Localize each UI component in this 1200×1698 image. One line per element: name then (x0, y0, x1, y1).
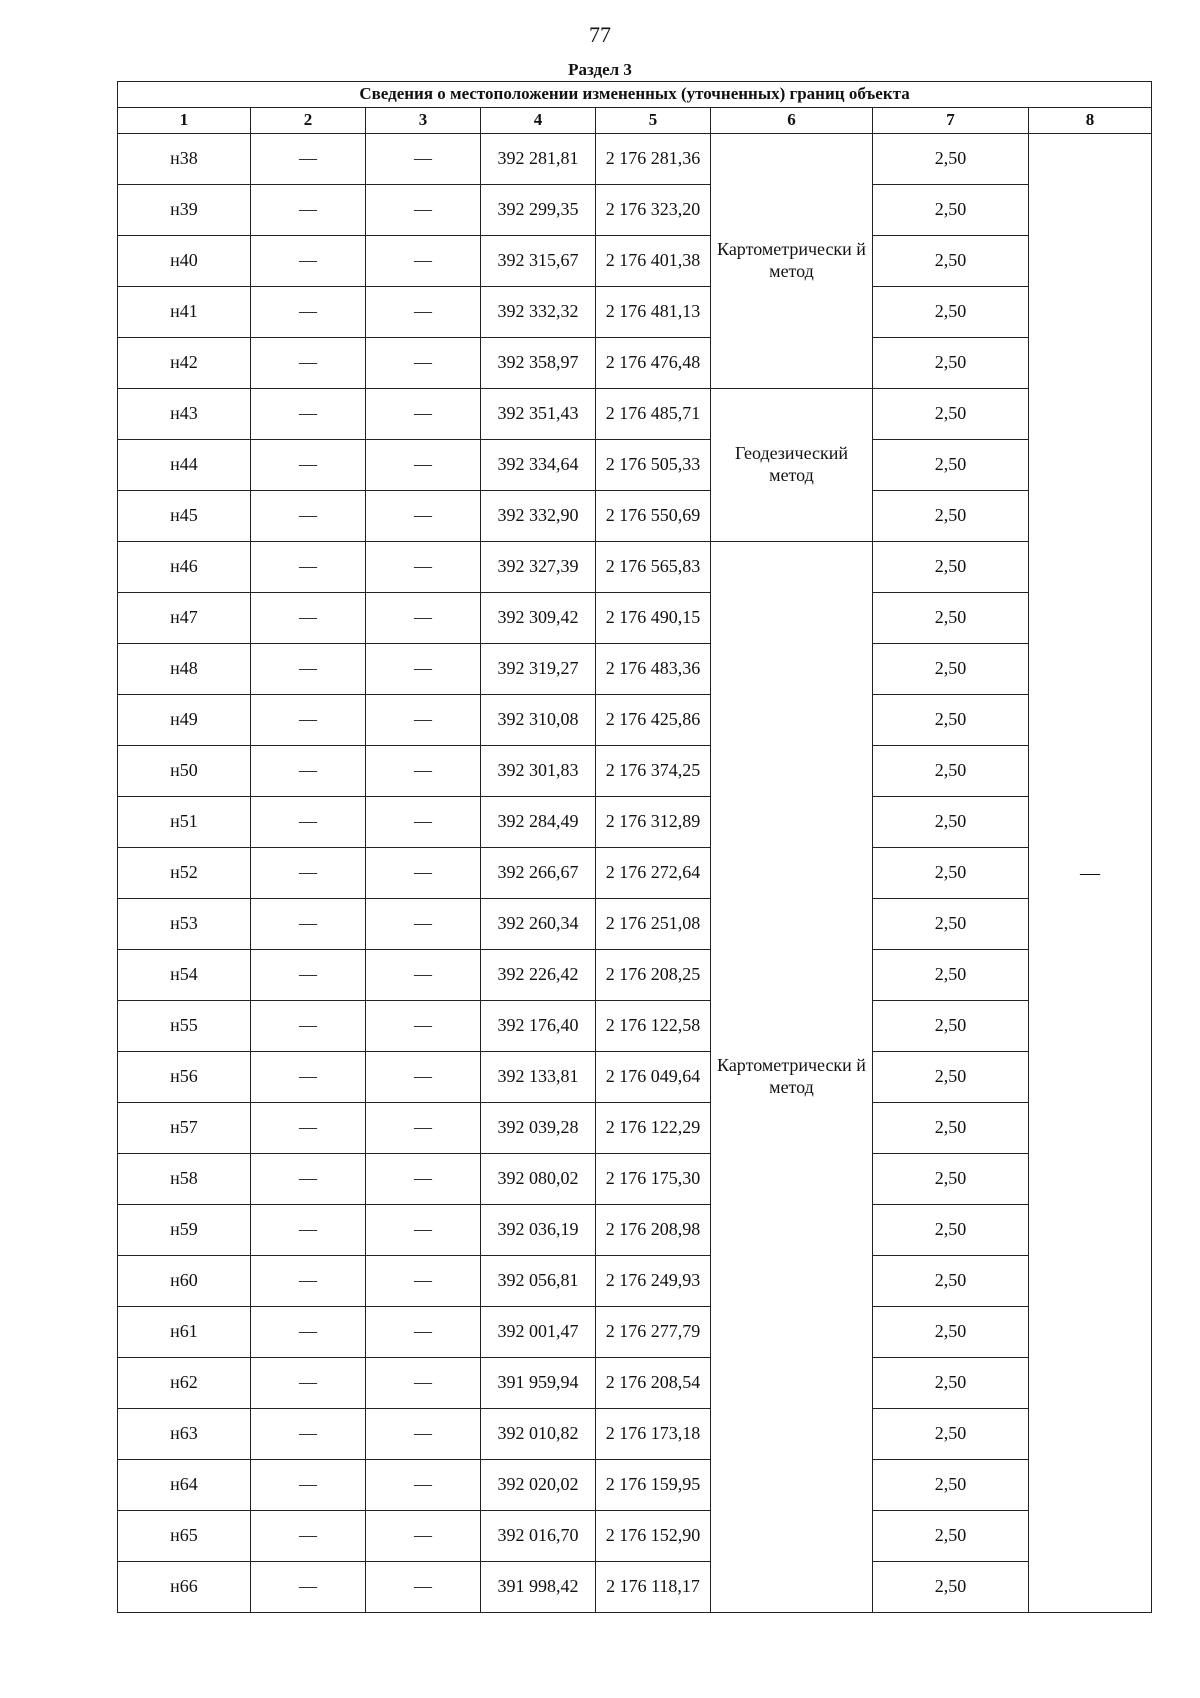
table-row (118, 1358, 1152, 1409)
table-row (118, 389, 1152, 440)
accuracy-cell: 2,50 (873, 797, 1029, 848)
point-name-cell: н41 (118, 287, 251, 338)
point-name-cell: н46 (118, 542, 251, 593)
point-name-cell: н66 (118, 1562, 251, 1613)
column-3-cell: — (366, 644, 481, 695)
point-name-cell: н61 (118, 1307, 251, 1358)
table-body (118, 82, 1152, 1613)
x-coordinate-cell: 391 998,42 (481, 1562, 596, 1613)
accuracy-cell: 2,50 (873, 746, 1029, 797)
table-row (118, 542, 1152, 593)
accuracy-cell: 2,50 (873, 1001, 1029, 1052)
accuracy-cell: 2,50 (873, 338, 1029, 389)
x-coordinate-cell: 392 020,02 (481, 1460, 596, 1511)
column-2-cell: — (251, 644, 366, 695)
column-3-cell: — (366, 440, 481, 491)
x-coordinate-cell: 392 266,67 (481, 848, 596, 899)
point-name-cell: н47 (118, 593, 251, 644)
accuracy-cell: 2,50 (873, 1307, 1029, 1358)
table-row (118, 848, 1152, 899)
table-row (118, 1154, 1152, 1205)
x-coordinate-cell: 392 010,82 (481, 1409, 596, 1460)
column-3-cell: — (366, 1103, 481, 1154)
point-name-cell: н39 (118, 185, 251, 236)
section-title: Раздел 3 (568, 60, 632, 79)
point-name-cell: н52 (118, 848, 251, 899)
column-number: 3 (366, 108, 481, 134)
column-2-cell: — (251, 1154, 366, 1205)
x-coordinate-cell: 392 315,67 (481, 236, 596, 287)
y-coordinate-cell: 2 176 049,64 (596, 1052, 711, 1103)
column-number: 7 (873, 108, 1029, 134)
accuracy-cell: 2,50 (873, 1358, 1029, 1409)
point-name-cell: н40 (118, 236, 251, 287)
y-coordinate-cell: 2 176 208,54 (596, 1358, 711, 1409)
accuracy-cell: 2,50 (873, 1460, 1029, 1511)
accuracy-cell: 2,50 (873, 1256, 1029, 1307)
table-row (118, 1409, 1152, 1460)
column-3-cell: — (366, 593, 481, 644)
y-coordinate-cell: 2 176 122,58 (596, 1001, 711, 1052)
y-coordinate-cell: 2 176 485,71 (596, 389, 711, 440)
x-coordinate-cell: 392 080,02 (481, 1154, 596, 1205)
x-coordinate-cell: 392 332,90 (481, 491, 596, 542)
table-row (118, 134, 1152, 185)
column-3-cell: — (366, 899, 481, 950)
point-name-cell: н57 (118, 1103, 251, 1154)
column-3-cell: — (366, 950, 481, 1001)
column-2-cell: — (251, 1052, 366, 1103)
column-2-cell: — (251, 236, 366, 287)
table-row (118, 1001, 1152, 1052)
accuracy-cell: 2,50 (873, 542, 1029, 593)
column-2-cell: — (251, 1256, 366, 1307)
column-2-cell: — (251, 1205, 366, 1256)
column-2-cell: — (251, 593, 366, 644)
y-coordinate-cell: 2 176 281,36 (596, 134, 711, 185)
accuracy-cell: 2,50 (873, 1205, 1029, 1256)
method-cell: Геодезический метод (711, 389, 873, 542)
y-coordinate-cell: 2 176 425,86 (596, 695, 711, 746)
table-row (118, 338, 1152, 389)
column-3-cell: — (366, 542, 481, 593)
y-coordinate-cell: 2 176 272,64 (596, 848, 711, 899)
point-name-cell: н65 (118, 1511, 251, 1562)
column-2-cell: — (251, 1409, 366, 1460)
y-coordinate-cell: 2 176 565,83 (596, 542, 711, 593)
point-name-cell: н48 (118, 644, 251, 695)
y-coordinate-cell: 2 176 208,98 (596, 1205, 711, 1256)
table-row (118, 236, 1152, 287)
column-number: 1 (118, 108, 251, 134)
y-coordinate-cell: 2 176 175,30 (596, 1154, 711, 1205)
x-coordinate-cell: 392 334,64 (481, 440, 596, 491)
point-name-cell: н51 (118, 797, 251, 848)
y-coordinate-cell: 2 176 173,18 (596, 1409, 711, 1460)
accuracy-cell: 2,50 (873, 1409, 1029, 1460)
column-3-cell: — (366, 1001, 481, 1052)
point-name-cell: н62 (118, 1358, 251, 1409)
y-coordinate-cell: 2 176 476,48 (596, 338, 711, 389)
column-3-cell: — (366, 1562, 481, 1613)
point-name-cell: н59 (118, 1205, 251, 1256)
y-coordinate-cell: 2 176 118,17 (596, 1562, 711, 1613)
boundary-coordinates-table (117, 81, 1152, 1613)
point-name-cell: н54 (118, 950, 251, 1001)
column-3-cell: — (366, 797, 481, 848)
table-row (118, 491, 1152, 542)
y-coordinate-cell: 2 176 374,25 (596, 746, 711, 797)
column-number: 4 (481, 108, 596, 134)
accuracy-cell: 2,50 (873, 1562, 1029, 1613)
column-2-cell: — (251, 899, 366, 950)
point-name-cell: н53 (118, 899, 251, 950)
column-2-cell: — (251, 185, 366, 236)
y-coordinate-cell: 2 176 505,33 (596, 440, 711, 491)
column-3-cell: — (366, 491, 481, 542)
accuracy-cell: 2,50 (873, 185, 1029, 236)
table-row (118, 695, 1152, 746)
table-row (118, 1052, 1152, 1103)
accuracy-cell: 2,50 (873, 236, 1029, 287)
column-3-cell: — (366, 389, 481, 440)
column-3-cell: — (366, 1358, 481, 1409)
accuracy-cell: 2,50 (873, 1103, 1029, 1154)
column-2-cell: — (251, 797, 366, 848)
x-coordinate-cell: 392 056,81 (481, 1256, 596, 1307)
y-coordinate-cell: 2 176 122,29 (596, 1103, 711, 1154)
x-coordinate-cell: 392 299,35 (481, 185, 596, 236)
column-2-cell: — (251, 746, 366, 797)
accuracy-cell: 2,50 (873, 695, 1029, 746)
column-3-cell: — (366, 134, 481, 185)
column-3-cell: — (366, 1154, 481, 1205)
x-coordinate-cell: 392 176,40 (481, 1001, 596, 1052)
y-coordinate-cell: 2 176 249,93 (596, 1256, 711, 1307)
table-row (118, 593, 1152, 644)
y-coordinate-cell: 2 176 481,13 (596, 287, 711, 338)
x-coordinate-cell: 392 332,32 (481, 287, 596, 338)
column-3-cell: — (366, 1205, 481, 1256)
column-number: 2 (251, 108, 366, 134)
x-coordinate-cell: 391 959,94 (481, 1358, 596, 1409)
x-coordinate-cell: 392 327,39 (481, 542, 596, 593)
point-name-cell: н63 (118, 1409, 251, 1460)
column-3-cell: — (366, 1256, 481, 1307)
point-name-cell: н60 (118, 1256, 251, 1307)
table-row (118, 644, 1152, 695)
column-2-cell: — (251, 542, 366, 593)
table-row (118, 1103, 1152, 1154)
column-2-cell: — (251, 950, 366, 1001)
accuracy-cell: 2,50 (873, 1154, 1029, 1205)
accuracy-cell: 2,50 (873, 1511, 1029, 1562)
table-row (118, 1205, 1152, 1256)
x-coordinate-cell: 392 310,08 (481, 695, 596, 746)
y-coordinate-cell: 2 176 550,69 (596, 491, 711, 542)
accuracy-cell: 2,50 (873, 440, 1029, 491)
point-name-cell: н55 (118, 1001, 251, 1052)
accuracy-cell: 2,50 (873, 899, 1029, 950)
column-3-cell: — (366, 1052, 481, 1103)
method-cell: Картометрически й метод (711, 542, 873, 1613)
column-2-cell: — (251, 1001, 366, 1052)
column-3-cell: — (366, 695, 481, 746)
table-row (118, 1307, 1152, 1358)
accuracy-cell: 2,50 (873, 491, 1029, 542)
column-2-cell: — (251, 1358, 366, 1409)
table-caption: Сведения о местоположении измененных (уточненных) границ объекта (118, 82, 1152, 108)
x-coordinate-cell: 392 133,81 (481, 1052, 596, 1103)
column-2-cell: — (251, 338, 366, 389)
x-coordinate-cell: 392 301,83 (481, 746, 596, 797)
x-coordinate-cell: 392 351,43 (481, 389, 596, 440)
point-name-cell: н38 (118, 134, 251, 185)
point-name-cell: н56 (118, 1052, 251, 1103)
page-number: 77 (589, 22, 611, 47)
accuracy-cell: 2,50 (873, 389, 1029, 440)
table-row (118, 899, 1152, 950)
x-coordinate-cell: 392 036,19 (481, 1205, 596, 1256)
column-3-cell: — (366, 1409, 481, 1460)
column-8-cell: — (1029, 134, 1152, 1613)
point-name-cell: н64 (118, 1460, 251, 1511)
table-row (118, 1460, 1152, 1511)
y-coordinate-cell: 2 176 152,90 (596, 1511, 711, 1562)
column-2-cell: — (251, 1562, 366, 1613)
column-3-cell: — (366, 1511, 481, 1562)
point-name-cell: н42 (118, 338, 251, 389)
column-2-cell: — (251, 440, 366, 491)
x-coordinate-cell: 392 309,42 (481, 593, 596, 644)
column-3-cell: — (366, 746, 481, 797)
column-2-cell: — (251, 491, 366, 542)
column-2-cell: — (251, 1307, 366, 1358)
x-coordinate-cell: 392 001,47 (481, 1307, 596, 1358)
y-coordinate-cell: 2 176 277,79 (596, 1307, 711, 1358)
column-2-cell: — (251, 848, 366, 899)
table-row (118, 1256, 1152, 1307)
y-coordinate-cell: 2 176 401,38 (596, 236, 711, 287)
column-3-cell: — (366, 1460, 481, 1511)
column-2-cell: — (251, 695, 366, 746)
accuracy-cell: 2,50 (873, 287, 1029, 338)
x-coordinate-cell: 392 284,49 (481, 797, 596, 848)
column-3-cell: — (366, 185, 481, 236)
x-coordinate-cell: 392 226,42 (481, 950, 596, 1001)
column-3-cell: — (366, 287, 481, 338)
accuracy-cell: 2,50 (873, 1052, 1029, 1103)
column-2-cell: — (251, 1103, 366, 1154)
point-name-cell: н45 (118, 491, 251, 542)
y-coordinate-cell: 2 176 483,36 (596, 644, 711, 695)
column-3-cell: — (366, 338, 481, 389)
point-name-cell: н49 (118, 695, 251, 746)
column-3-cell: — (366, 1307, 481, 1358)
point-name-cell: н50 (118, 746, 251, 797)
table-row (118, 1511, 1152, 1562)
point-name-cell: н44 (118, 440, 251, 491)
table-row (118, 440, 1152, 491)
point-name-cell: н58 (118, 1154, 251, 1205)
y-coordinate-cell: 2 176 323,20 (596, 185, 711, 236)
y-coordinate-cell: 2 176 312,89 (596, 797, 711, 848)
accuracy-cell: 2,50 (873, 644, 1029, 695)
table-row (118, 287, 1152, 338)
x-coordinate-cell: 392 016,70 (481, 1511, 596, 1562)
x-coordinate-cell: 392 260,34 (481, 899, 596, 950)
table-row (118, 746, 1152, 797)
column-2-cell: — (251, 1460, 366, 1511)
method-cell: Картометрически й метод (711, 134, 873, 389)
table-row (118, 1562, 1152, 1613)
accuracy-cell: 2,50 (873, 950, 1029, 1001)
y-coordinate-cell: 2 176 208,25 (596, 950, 711, 1001)
column-2-cell: — (251, 287, 366, 338)
column-2-cell: — (251, 389, 366, 440)
x-coordinate-cell: 392 039,28 (481, 1103, 596, 1154)
column-number: 5 (596, 108, 711, 134)
column-2-cell: — (251, 134, 366, 185)
x-coordinate-cell: 392 358,97 (481, 338, 596, 389)
y-coordinate-cell: 2 176 251,08 (596, 899, 711, 950)
point-name-cell: н43 (118, 389, 251, 440)
column-number: 8 (1029, 108, 1152, 134)
column-2-cell: — (251, 1511, 366, 1562)
table-caption-row (118, 82, 1152, 108)
y-coordinate-cell: 2 176 490,15 (596, 593, 711, 644)
x-coordinate-cell: 392 281,81 (481, 134, 596, 185)
column-3-cell: — (366, 848, 481, 899)
table-row (118, 185, 1152, 236)
column-3-cell: — (366, 236, 481, 287)
accuracy-cell: 2,50 (873, 134, 1029, 185)
y-coordinate-cell: 2 176 159,95 (596, 1460, 711, 1511)
accuracy-cell: 2,50 (873, 593, 1029, 644)
x-coordinate-cell: 392 319,27 (481, 644, 596, 695)
accuracy-cell: 2,50 (873, 848, 1029, 899)
column-number-row (118, 108, 1152, 134)
column-number: 6 (711, 108, 873, 134)
table-row (118, 797, 1152, 848)
table-row (118, 950, 1152, 1001)
